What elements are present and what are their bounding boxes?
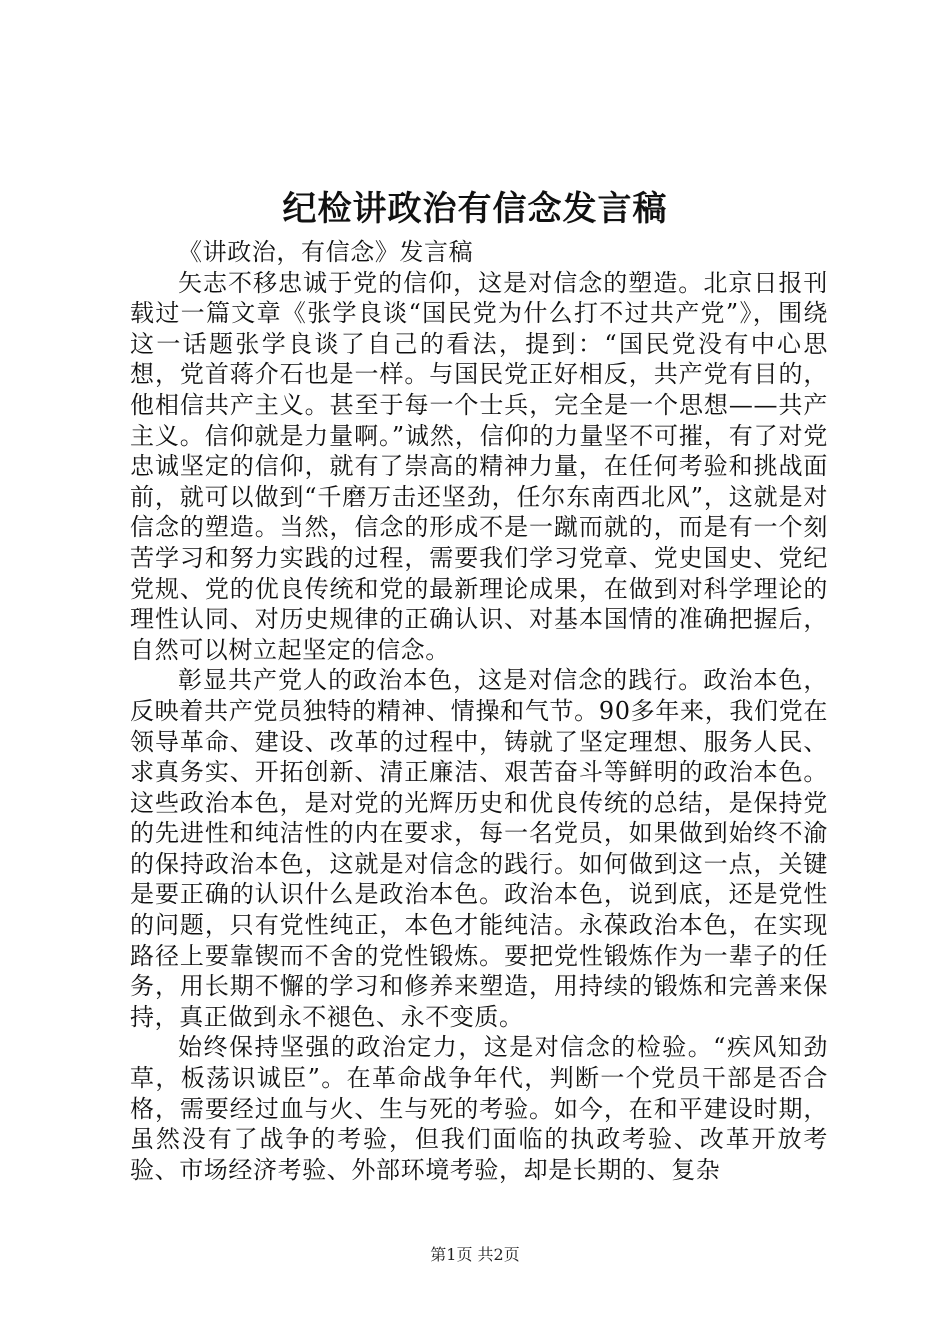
- document-title: 纪检讲政治有信念发言稿: [282, 189, 668, 229]
- paragraph-political-resolve: 始终保持坚强的政治定力，这是对信念的检验。“疾风知劲草，板荡识诚臣”。在革命战争年代，判断一个党员干部是否合格，需要经过血与火、生与死的考验。如今，在和平建设时期，虽然没有了战争的考验，但我们面临的执政考验、改革开放考验、市场经济考验、外部环境考验，却是长期的、复杂: [130, 1033, 828, 1184]
- document-body: [130, 237, 828, 1185]
- paragraph-faith: 矢志不移忠诚于党的信仰，这是对信念的塑造。北京日报刊载过一篇文章《张学良谈“国民党为什么打不过共产党”》，围绕这一话题张学良谈了自己的看法，提到：“国民党没有中心思想，党首蒋介石也是一样。与国民党正好相反，共产党有目的，他相信共产主义。甚至于每一个士兵，完全是一个思想——共产主义。信仰就是力量啊。”诚然，信仰的力量坚不可摧，有了对党忠诚坚定的信仰，就有了崇高的精神力量，在任何考验和挑战面前，就可以做到“千磨万击还坚劲，任尔东南西北风”，这就是对信念的塑造。当然，信念的形成不是一蹴而就的，而是有一个刻苦学习和努力实践的过程，需要我们学习党章、党史国史、党纪党规、党的优良传统和党的最新理论成果，在做到对科学理论的理性认同、对历史规律的正确认识、对基本国情的准确把握后，自然可以树立起坚定的信念。: [130, 268, 828, 664]
- paragraph-heading: 《讲政治，有信念》发言稿: [178, 238, 474, 266]
- paragraph-political-character: 彰显共产党人的政治本色，这是对信念的践行。政治本色，反映着共产党员独特的精神、情操和气节。90多年来，我们党在领导革命、建设、改革的过程中，铸就了坚定理想、服务人民、求真务实、开拓创新、清正廉洁、艰苦奋斗等鲜明的政治本色。这些政治本色，是对党的光辉历史和优良传统的总结，是保持党的先进性和纯洁性的内在要求，每一名党员，如果做到始终不渝的保持政治本色，这就是对信念的践行。如何做到这一点，关键是要正确的认识什么是政治本色。政治本色，说到底，还是党性的问题，只有党性纯正，本色才能纯洁。永葆政治本色，在实现路径上要靠锲而不舍的党性锻炼。要把党性锻炼作为一辈子的任务，用长期不懈的学习和修养来塑造，用持续的锻炼和完善来保持，真正做到永不褪色、永不变质。: [130, 666, 828, 1031]
- page-footer: 第1页 共2页: [430, 1245, 520, 1264]
